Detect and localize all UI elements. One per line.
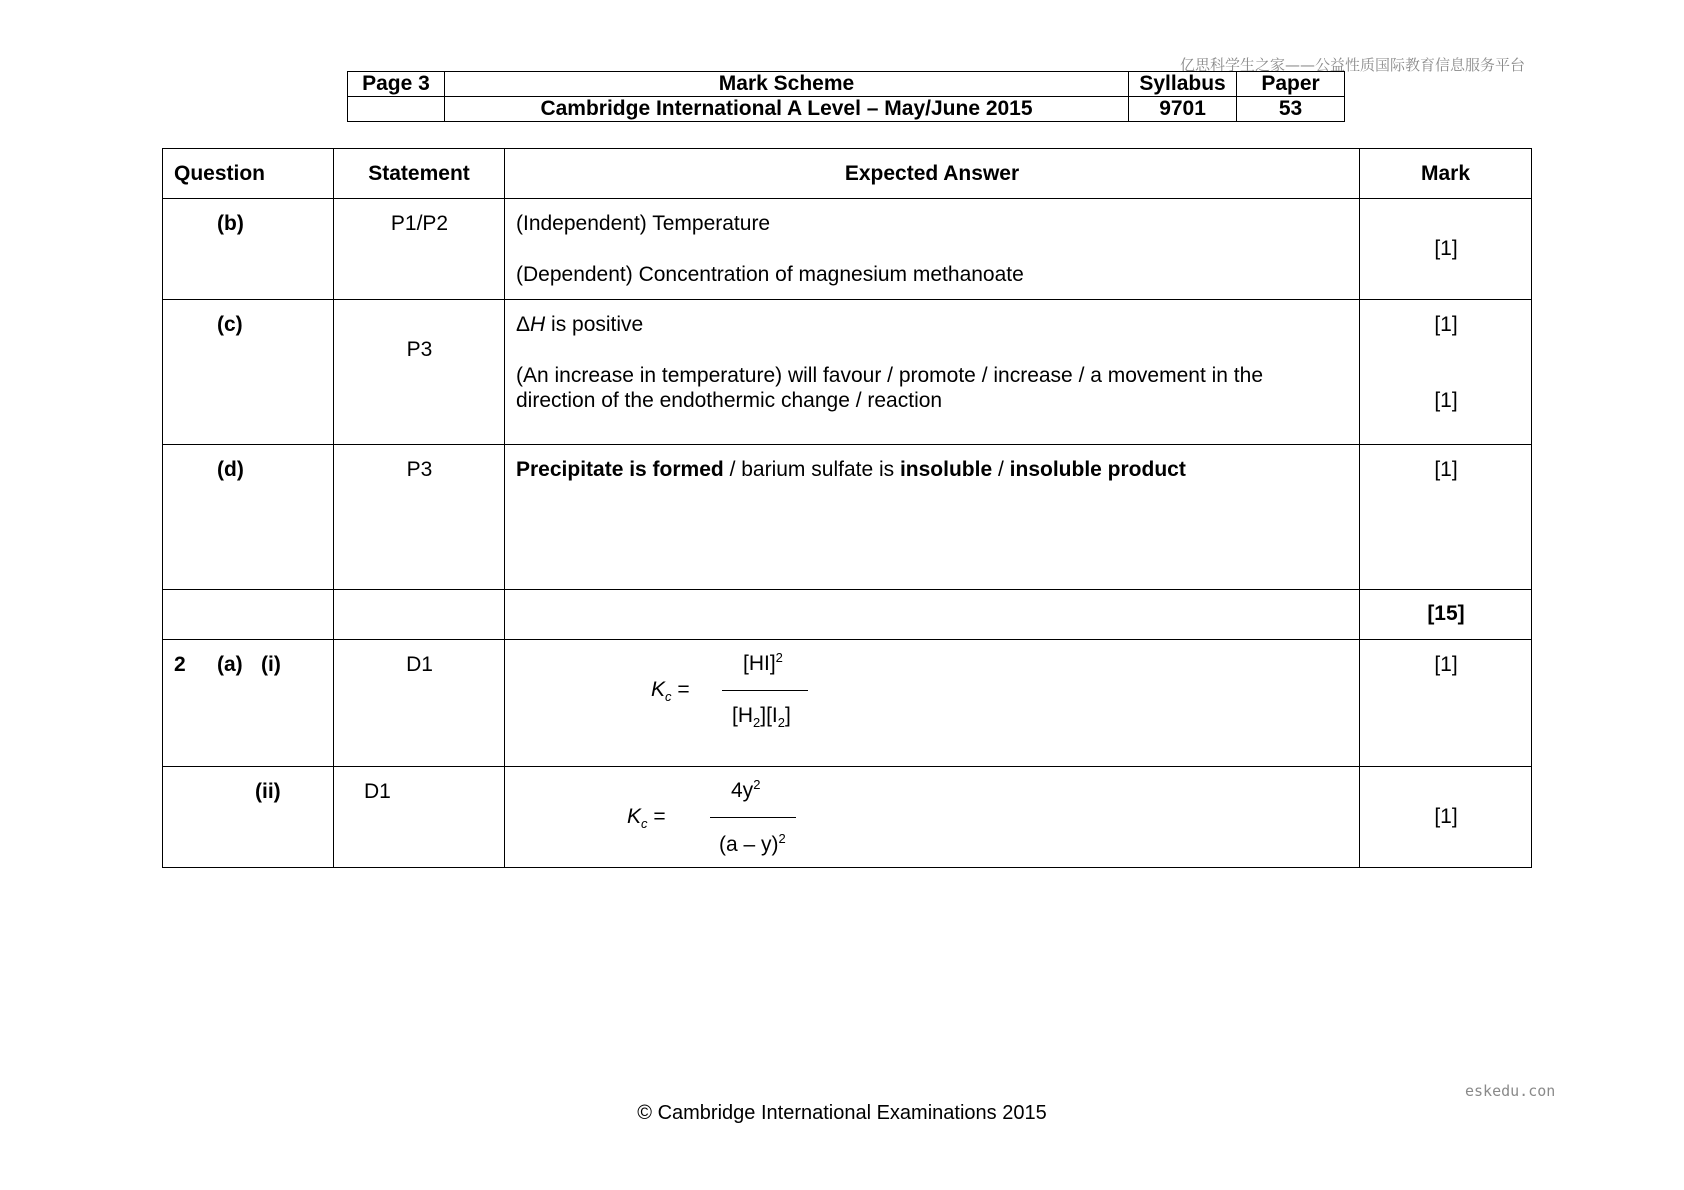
- mark-value: [1]: [1434, 458, 1458, 481]
- paper-label: Paper: [1237, 72, 1345, 97]
- exam-name: Cambridge International A Level – May/June 2015: [444, 97, 1128, 122]
- fraction-numerator: $4y^2$: [731, 777, 761, 802]
- copyright-footer: © Cambridge International Examinations 2015: [637, 1102, 1047, 1124]
- question-number: 2: [174, 653, 186, 676]
- statement-code: D1: [364, 780, 391, 803]
- answer-line: (An increase in temperature) will favour / promote / increase / a movement in the: [516, 364, 1263, 387]
- table-row: [163, 767, 1532, 868]
- mark-scheme-table: [162, 148, 1532, 868]
- header-table: [347, 71, 1345, 122]
- answer-line: (Independent) Temperature: [516, 212, 771, 235]
- question-part: (a): [217, 653, 243, 676]
- equilibrium-constant-label: $K_c$ =: [627, 805, 666, 832]
- question-label: (b): [217, 212, 244, 235]
- equilibrium-constant-label: $K_c$ =: [651, 678, 690, 705]
- paper-number: 53: [1237, 97, 1345, 122]
- table-header-row: [163, 149, 1532, 199]
- mark-value: [1]: [1434, 653, 1458, 676]
- question-label: (d): [217, 458, 244, 481]
- table-row-total: [163, 590, 1532, 640]
- page-number: Page 3: [348, 72, 445, 97]
- statement-code: D1: [406, 653, 433, 676]
- watermark-top: 亿思科学生之家——公益性质国际教育信息服务平台: [1180, 56, 1526, 74]
- question-subpart: (i): [261, 653, 281, 676]
- document-title: Mark Scheme: [444, 72, 1128, 97]
- total-mark: [15]: [1427, 602, 1465, 625]
- fraction-bar: [710, 817, 796, 818]
- fraction-denominator: (a – y)$^2$: [719, 831, 786, 856]
- question-label: (c): [217, 313, 243, 336]
- table-row: [163, 300, 1532, 445]
- column-header-expected-answer: Expected Answer: [505, 149, 1360, 199]
- mark-value: [1]: [1434, 313, 1458, 336]
- syllabus-label: Syllabus: [1129, 72, 1237, 97]
- statement-code: P3: [406, 338, 433, 361]
- mark-value: [1]: [1434, 237, 1458, 260]
- page-number-blank: [348, 97, 445, 122]
- fraction-numerator: [HI]$^2$: [743, 650, 783, 675]
- statement-code: P1/P2: [390, 212, 449, 235]
- mark-value: [1]: [1434, 389, 1458, 412]
- watermark-bottom: eskedu.con: [1465, 1082, 1556, 1100]
- table-row: [163, 640, 1532, 767]
- table-row: [163, 445, 1532, 590]
- answer-line: ΔH is positive: [516, 313, 644, 336]
- question-subpart: (ii): [255, 780, 281, 803]
- table-row: [163, 199, 1532, 300]
- answer-line: (Dependent) Concentration of magnesium methanoate: [516, 263, 1024, 286]
- syllabus-code: 9701: [1129, 97, 1237, 122]
- column-header-mark: Mark: [1360, 149, 1532, 199]
- fraction-denominator: $[H_2][I_2]$: [732, 704, 791, 731]
- column-header-question: Question: [163, 149, 334, 199]
- fraction-bar: [722, 690, 808, 691]
- answer-line: Precipitate is formed / barium sulfate is insoluble / insoluble product: [516, 458, 1186, 481]
- answer-line: direction of the endothermic change / reaction: [516, 389, 943, 412]
- statement-code: P3: [406, 458, 433, 481]
- column-header-statement: Statement: [334, 149, 505, 199]
- mark-value: [1]: [1434, 805, 1458, 828]
